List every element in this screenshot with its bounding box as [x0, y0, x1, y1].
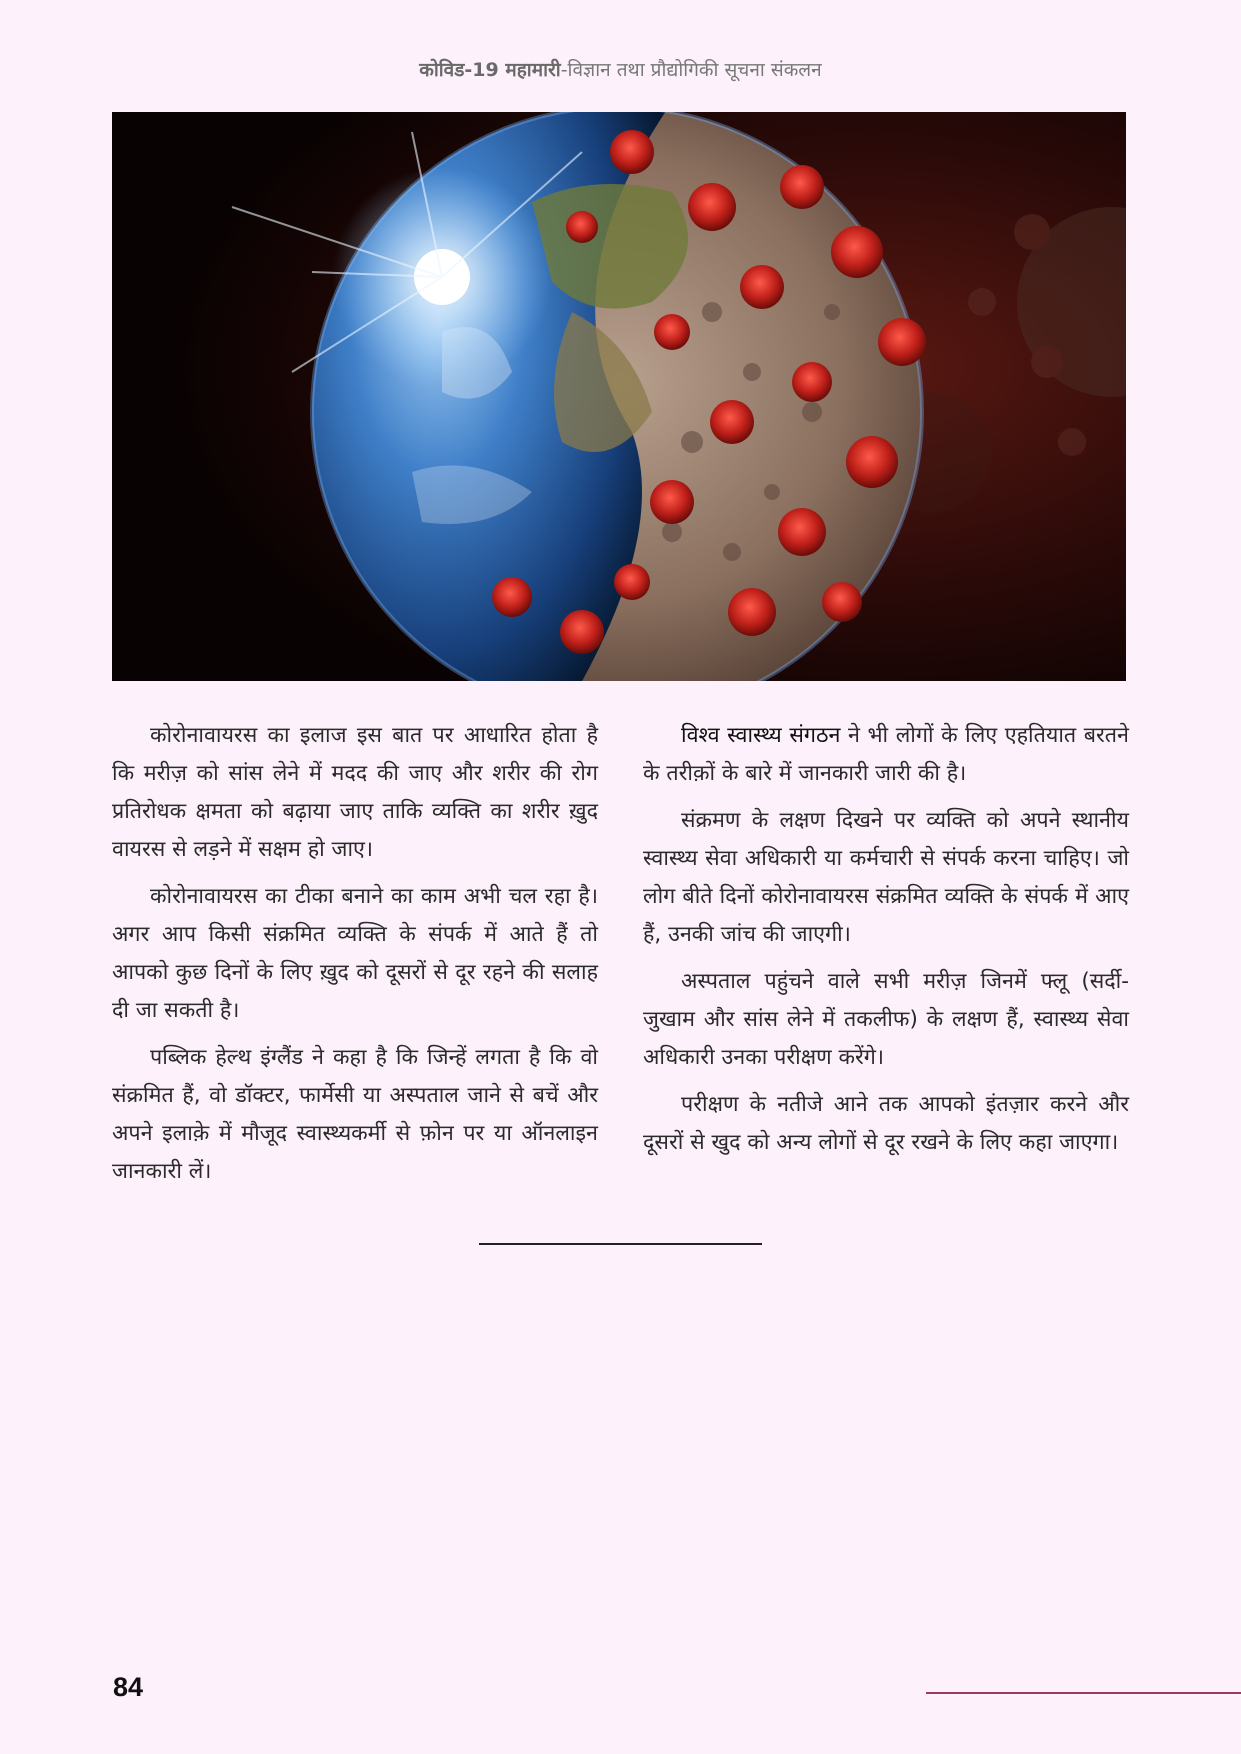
left-paragraph-3: पब्लिक हेल्थ इंग्लैंड ने कहा है कि जिन्हें लगता है कि वो संक्रमित हैं, वो डॉक्टर, फार्मेसी या अस्पताल जाने से बचें और अपने इलाक़े में मौजूद स्वास्थ्यकर्मी से फ़ोन पर या ऑनलाइन जानकारी लें।: [112, 1045, 598, 1184]
right-column: [643, 717, 1129, 1171]
page-number: 84: [113, 1672, 144, 1702]
header-title-rest: -विज्ञान तथा प्रौद्योगिकी सूचना संकलन: [560, 59, 822, 81]
left-column: [112, 717, 598, 1200]
earth-coronavirus-illustration: [112, 112, 1126, 681]
header-title-bold: कोविड-19 महामारी: [419, 59, 561, 81]
section-end-rule: [479, 1243, 762, 1245]
right-paragraph-1-rest: ने भी लोगों के लिए एहतियात बरतने के तरीक़ों के बारे में जानकारी जारी की है।: [643, 723, 1129, 786]
earth-virus-artwork: [112, 112, 1126, 681]
right-paragraph-4: परीक्षण के नतीजे आने तक आपको इंतज़ार करने और दूसरों से खुद को अन्य लोगों से दूर रखने के लिए कहा जाएगा।: [643, 1092, 1129, 1155]
right-paragraph-1: [643, 717, 1129, 793]
footer-rule: [926, 1692, 1241, 1694]
right-paragraph-2: संक्रमण के लक्षण दिखने पर व्यक्ति को अपने स्थानीय स्वास्थ्य सेवा अधिकारी या कर्मचारी से संपर्क करना चाहिए। जो लोग बीते दिनों कोरोनावायरस संक्रमित व्यक्ति के संपर्क में आए हैं, उनकी जांच की जाएगी।: [643, 808, 1129, 947]
who-highlight: विश्व स्वास्थ्य संगठन: [681, 723, 841, 748]
left-paragraph-1: कोरोनावायरस का इलाज इस बात पर आधारित होता है कि मरीज़ को सांस लेने में मदद की जाए और शरीर की रोग प्रतिरोधक क्षमता को बढ़ाया जाए ताकि व्यक्ति का शरीर ख़ुद वायरस से लड़ने में सक्षम हो जाए।: [112, 723, 598, 862]
left-paragraph-2: कोरोनावायरस का टीका बनाने का काम अभी चल रहा है। अगर आप किसी संक्रमित व्यक्ति के संपर्क में आते हैं तो आपको कुछ दिनों के लिए ख़ुद को दूसरों से दूर रहने की सलाह दी जा सकती है।: [112, 884, 598, 1023]
running-header: [0, 56, 1241, 82]
right-paragraph-3: अस्पताल पहुंचने वाले सभी मरीज़ जिनमें फ्लू (सर्दी-जुखाम और सांस लेने में तकलीफ) के लक्षण हैं, स्वास्थ्य सेवा अधिकारी उनका परीक्षण करेंगे।: [643, 969, 1129, 1070]
